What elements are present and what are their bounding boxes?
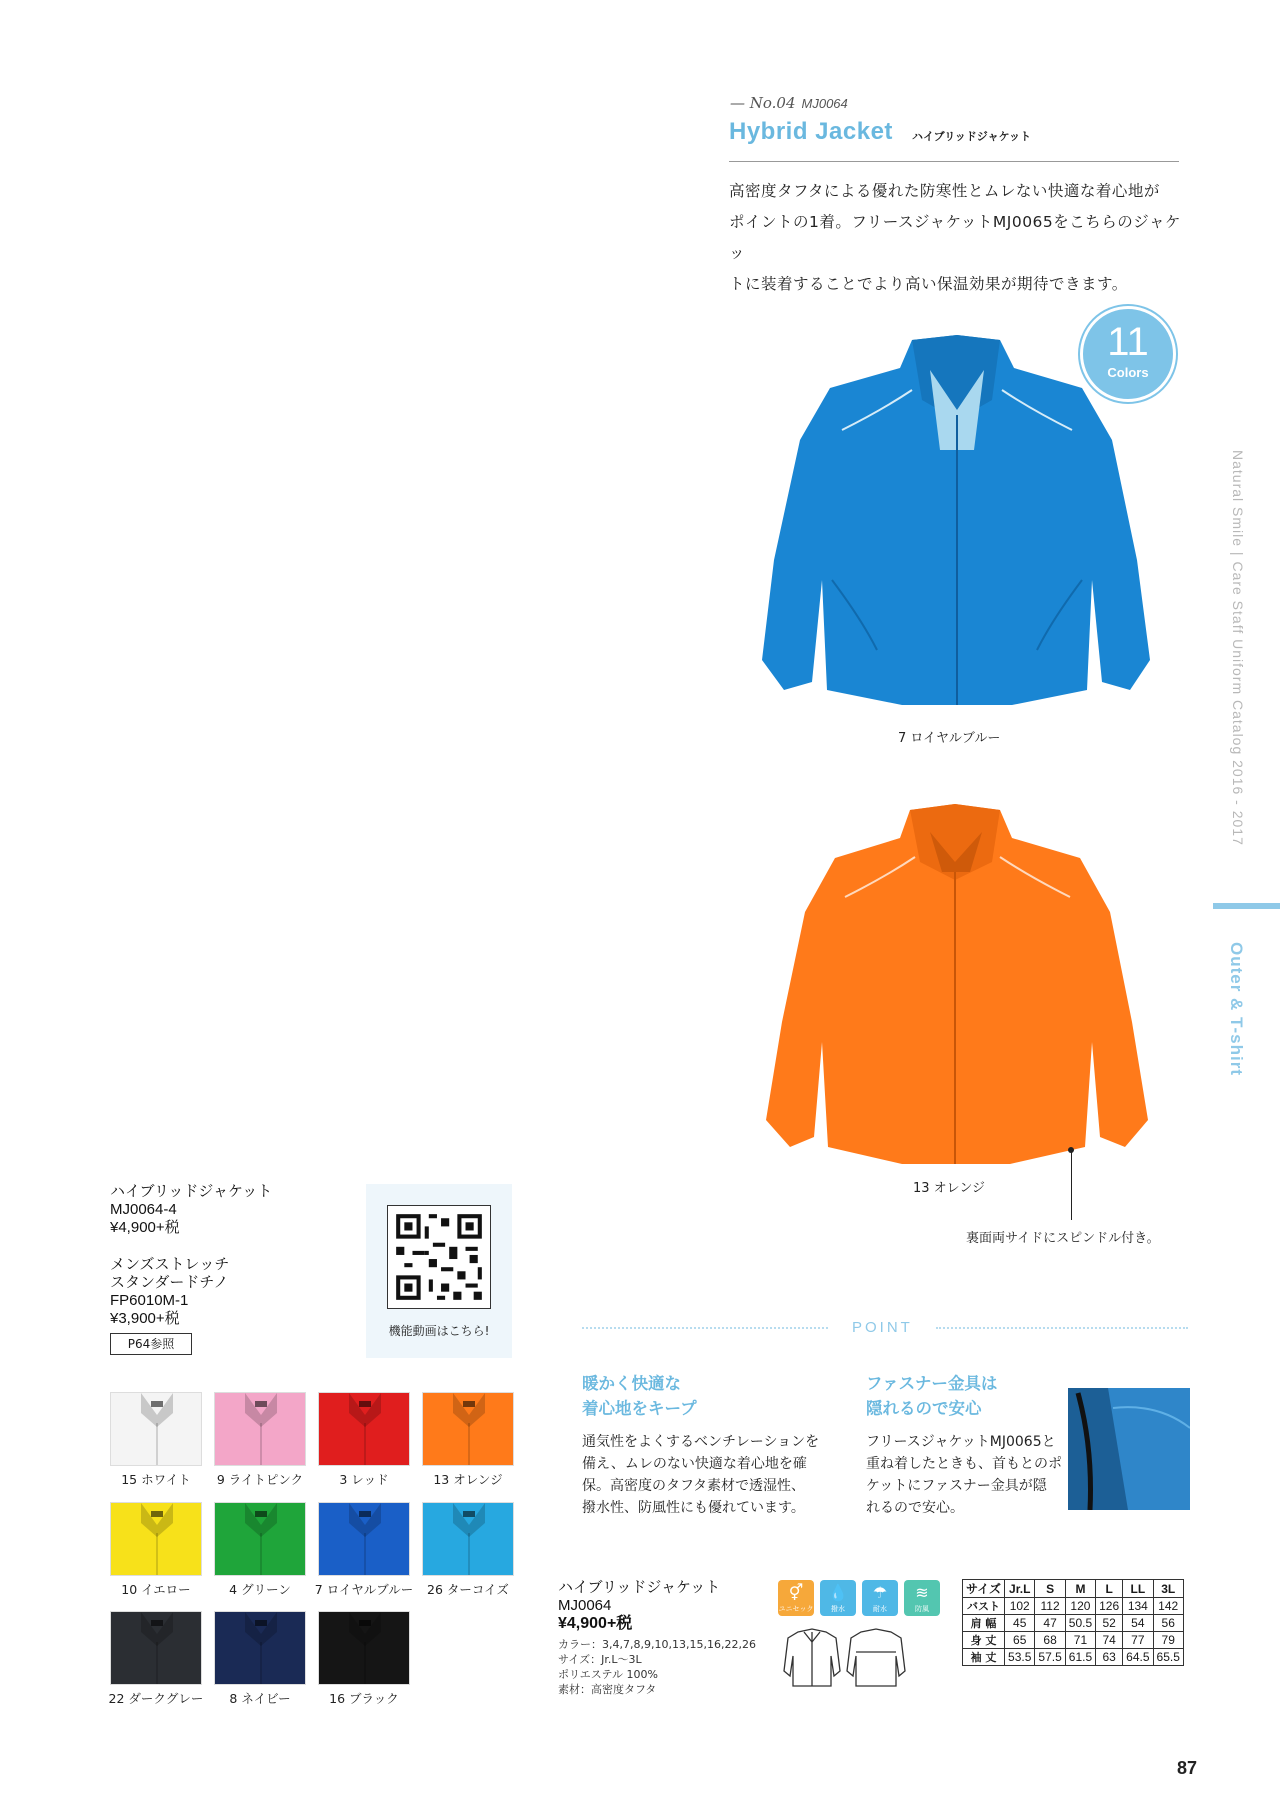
icon-label: ユニセックス [778,1605,814,1623]
point-divider-left [582,1327,828,1329]
product-price: ¥4,900+税 [558,1615,633,1632]
spec-line: 素材：高密度タフタ [558,1683,657,1696]
title-en: Hybrid Jacket [729,118,893,145]
jacket-blue-body [762,335,1150,705]
size-cell: 50.5 [1065,1615,1095,1632]
item-code: FP6010M-1 [110,1292,189,1309]
number-label: — No.04 [730,94,796,112]
size-table-body [963,1598,1184,1666]
point-heading: 着心地をキープ [582,1399,697,1418]
section-tab-bar [1213,903,1280,909]
jacket-photo-royal-blue [752,330,1158,714]
color-swatch [422,1502,514,1576]
item-code: MJ0064 [801,96,848,111]
title-jp: ハイブリッドジャケット [912,130,1032,143]
swatch-label: 8 ネイビー [229,1691,291,1706]
size-cell: 64.5 [1123,1649,1153,1666]
size-cell: 63 [1096,1649,1123,1666]
callout-text: 裏面両サイドにスピンドル付き。 [966,1231,1160,1246]
size-cell: 45 [1005,1615,1035,1632]
description-line: 高密度タフタによる優れた防寒性とムレない快適な着心地が [729,182,1160,200]
swatch-label: 16 ブラック [329,1691,399,1706]
qr-code[interactable] [387,1205,491,1309]
size-header-cell: L [1096,1580,1123,1598]
unisex-icon [778,1580,814,1623]
size-cell: 56 [1153,1615,1183,1632]
swatch-label: 26 ターコイズ [427,1582,509,1597]
windproof-icon [904,1580,940,1616]
color-swatch [318,1611,410,1685]
product-code: MJ0064 [558,1597,612,1614]
point-body-line: 撥水性、防風性にも優れています。 [582,1500,805,1516]
point-body [866,1431,1062,1519]
swatch-label: 3 レッド [339,1472,389,1487]
product-specs [558,1637,756,1697]
size-header-cell: サイズ [963,1580,1005,1598]
flat-drawing-back [847,1629,905,1686]
size-cell: 142 [1153,1598,1183,1615]
spec-line: サイズ：Jr.L～3L [558,1653,642,1666]
colors-count: 11 [1107,320,1149,364]
size-row-label: 袖 丈 [963,1649,1005,1666]
size-cell: 77 [1123,1632,1153,1649]
jacket-photo-orange [760,802,1155,1164]
color-swatch [214,1611,306,1685]
size-header-cell: 3L [1153,1580,1183,1598]
main-image-caption: 13 オレンジ [913,1181,986,1196]
size-row-label: 肩 幅 [963,1615,1005,1632]
swatch-label: 9 ライトピンク [216,1472,304,1487]
size-cell: 52 [1096,1615,1123,1632]
waterproof-icon [862,1580,898,1616]
point-body-line: 通気性をよくするベンチレーションを [582,1434,820,1450]
size-cell: 65 [1005,1632,1035,1649]
item-number [730,94,848,112]
color-swatch [214,1502,306,1576]
color-swatch [318,1502,410,1576]
point-heading: ファスナー金具は [866,1374,998,1393]
catalog-side-label: Natural Smile | Care Staff Uniform Catalog 2016 - 2017 [1230,450,1246,846]
item-code: MJ0064-4 [110,1201,177,1218]
point-body-line: フリースジャケットMJ0065と [866,1434,1056,1450]
color-swatch [110,1611,202,1685]
swatch-collar-graphic [423,1503,514,1576]
description [729,176,1189,300]
item-price: ¥4,900+税 [110,1219,180,1236]
point-label: POINT [852,1319,913,1336]
spec-line: カラー：3,4,7,8,9,10,13,15,16,22,26 [558,1638,756,1651]
swatch-collar-graphic [319,1393,410,1466]
spec-line: ポリエステル 100% [558,1668,658,1681]
icon-label: 撥水 [831,1605,845,1613]
coordinate-item-2 [110,1256,229,1328]
icon-glyph: ☂ [872,1583,888,1602]
point-body-line: 保。高密度のタフタ素材で透湿性、 [582,1478,806,1494]
size-table-header [963,1580,1184,1598]
qr-caption: 機能動画はこちら! [388,1324,490,1338]
description-line: ポイントの1着。フリースジャケットMJ0065をこちらのジャケッ [729,213,1181,262]
size-cell: 120 [1065,1598,1095,1615]
swatch-label: 4 グリーン [229,1582,291,1597]
size-cell: 102 [1005,1598,1035,1615]
size-cell: 61.5 [1065,1649,1095,1666]
point-heading: 暖かく快適な [582,1374,681,1393]
icon-glyph: ⚥ [788,1583,804,1602]
size-cell: 57.5 [1035,1649,1065,1666]
color-swatch [110,1392,202,1466]
size-cell: 71 [1065,1632,1095,1649]
swatch-collar-graphic [423,1393,514,1466]
point-body-line: れるので安心。 [866,1500,964,1516]
flat-drawing [776,1626,911,1696]
colors-label: Colors [1107,365,1149,380]
swatch-collar-graphic [319,1612,410,1685]
item-name: スタンダードチノ [110,1274,229,1291]
product-info [558,1579,720,1633]
item-name: メンズストレッチ [110,1256,230,1273]
title-divider [729,161,1179,162]
section-side-label: Outer & T-shirt [1227,942,1246,1077]
color-swatch [422,1392,514,1466]
size-cell: 112 [1035,1598,1065,1615]
zipper-detail-graphic [1068,1388,1190,1510]
point-2 [866,1371,1062,1519]
size-cell: 79 [1153,1632,1183,1649]
size-cell: 134 [1123,1598,1153,1615]
callout-line [1071,1150,1072,1220]
swatch-label: 7 ロイヤルブルー [314,1582,414,1597]
point-body [582,1431,819,1519]
swatch-collar-graphic [319,1503,410,1576]
size-row-label: 身 丈 [963,1632,1005,1649]
size-row [963,1615,1184,1632]
point-heading: 隠れるので安心 [866,1399,982,1418]
coordinate-item-1 [110,1183,272,1237]
size-header-cell: S [1035,1580,1065,1598]
point-1 [582,1371,819,1519]
swatch-label: 22 ダークグレー [108,1691,204,1706]
icon-label: 防風 [915,1605,929,1613]
size-row [963,1632,1184,1649]
item-price: ¥3,900+税 [110,1310,180,1327]
swatch-collar-graphic [215,1393,306,1466]
item-name: ハイブリッドジャケット [110,1183,273,1200]
icon-glyph: 💧 [828,1583,848,1602]
size-cell: 74 [1096,1632,1123,1649]
qr-pattern [388,1206,490,1308]
icon-label: 耐水 [873,1605,887,1613]
size-cell: 68 [1035,1632,1065,1649]
swatch-collar-graphic [215,1612,306,1685]
size-header-cell: LL [1123,1580,1153,1598]
color-swatch [214,1392,306,1466]
swatch-collar-graphic [111,1612,202,1685]
swatch-label: 13 オレンジ [433,1472,503,1487]
swatch-label: 10 イエロー [121,1582,191,1597]
size-table [962,1579,1184,1666]
point-body-line: 重ね着したときも、首もとのポ [866,1456,1062,1472]
point-body-line: 備え、ムレのない快適な着心地を確 [582,1456,807,1472]
flat-drawing-front [784,1629,840,1686]
size-row-label: バスト [963,1598,1005,1615]
product-name: ハイブリッドジャケット [558,1579,721,1596]
size-header-cell: Jr.L [1005,1580,1035,1598]
size-cell: 65.5 [1153,1649,1183,1666]
size-header-cell: M [1065,1580,1095,1598]
page-number: 87 [1177,1758,1198,1778]
description-line: トに装着することでより高い保温効果が期待できます。 [729,275,1128,293]
zipper-detail-photo [1068,1388,1190,1510]
size-row [963,1649,1184,1666]
size-row [963,1598,1184,1615]
color-swatch [110,1502,202,1576]
icon-glyph: ≋ [915,1583,929,1602]
swatch-collar-graphic [111,1393,202,1466]
swatch-label: 15 ホワイト [121,1472,191,1487]
size-cell: 53.5 [1005,1649,1035,1666]
main-image-caption: 7 ロイヤルブルー [898,731,1001,746]
swatch-collar-graphic [111,1503,202,1576]
water-repellent-icon [820,1580,856,1616]
page-reference-box: P64参照 [110,1333,192,1355]
color-swatch [318,1392,410,1466]
point-divider-right [936,1327,1188,1329]
point-body-line: ケットにファスナー金具が隠 [866,1478,1047,1494]
jacket-orange-body [766,804,1148,1164]
size-cell: 54 [1123,1615,1153,1632]
size-cell: 126 [1096,1598,1123,1615]
size-cell: 47 [1035,1615,1065,1632]
swatch-collar-graphic [215,1503,306,1576]
